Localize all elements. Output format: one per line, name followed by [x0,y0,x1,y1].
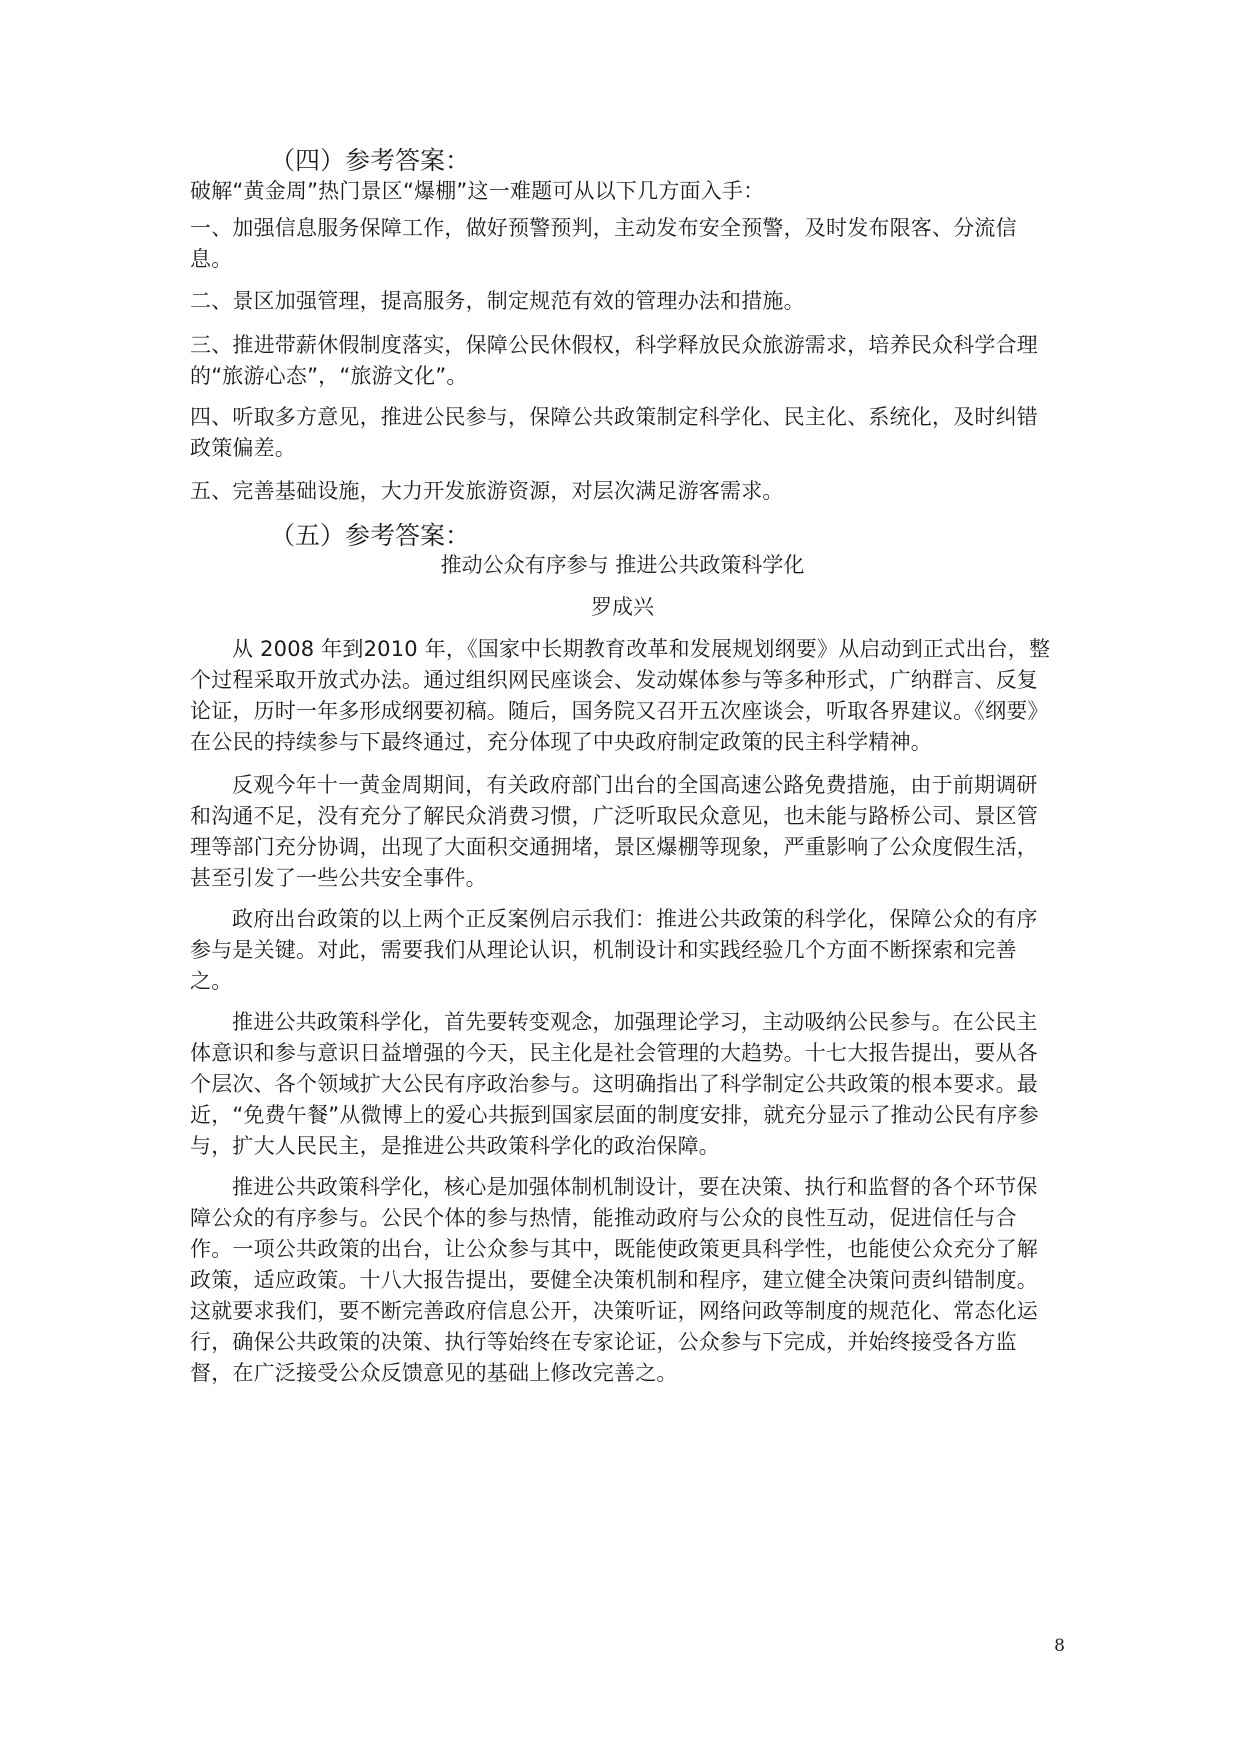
article-paragraph: 推进公共政策科学化，核心是加强体制机制设计，要在决策、执行和监督的各个环节保障公众的有序参与。公民个体的参与热情，能推动政府与公众的良性互动，促进信任与合作。一项公共政策的出台，让公众参与其中，既能使政策更具科学性，也能使公众充分了解政策，适应政策。十八大报告提出，要健全决策机制和程序，建立健全决策问责纠错制度。这就要求我们，要不断完善政府信息公开，决策听证，网络问政等制度的规范化、常态化运行，确保公共政策的决策、执行等始终在专家论证，公众参与下完成，并始终接受各方监督，在广泛接受公众反馈意见的基础上修改完善之。 [190,1175,1038,1385]
article-title: 推动公众有序参与 推进公共政策科学化 [440,553,805,577]
answer-item: 四、听取多方意见，推进公民参与，保障公共政策制定科学化、民主化、系统化，及时纠错政策偏差。 [190,405,1038,460]
article-paragraph: 从 2008 年到2010 年，《国家中长期教育改革和发展规划纲要》从启动到正式出台，整个过程采取开放式办法。通过组织网民座谈会、发动媒体参与等多种形式，广纳群言、反复论证，历时一年多形成纲要初稿。随后，国务院又召开五次座谈会，听取各界建议。《纲要》在公民的持续参与下最终通过，充分体现了中央政府制定政策的民主科学精神。 [190,637,1051,754]
answer-item: 一、加强信息服务保障工作，做好预警预判，主动发布安全预警，及时发布限客、分流信息。 [190,216,1017,271]
article-paragraph: 反观今年十一黄金周期间，有关政府部门出台的全国高速公路免费措施，由于前期调研和沟通不足，没有充分了解民众消费习惯，广泛听取民众意见，也未能与路桥公司、景区管理等部门充分协调，出现了大面积交通拥堵，景区爆棚等现象，严重影响了公众度假生活，甚至引发了一些公共安全事件。 [190,773,1038,890]
section-four-heading: （四）参考答案： [270,146,471,175]
answer-item: 五、完善基础设施，大力开发旅游资源，对层次满足游客需求。 [190,479,784,503]
section-five-heading: （五）参考答案： [270,521,471,550]
article-author: 罗成兴 [591,595,654,619]
page-number: 8 [1054,1636,1065,1656]
answer-item: 二、景区加强管理，提高服务，制定规范有效的管理办法和措施。 [190,289,805,313]
section-four-intro: 破解“黄金周”热门景区“爆棚”这一难题可从以下几方面入手： [190,179,765,203]
article-paragraph: 政府出台政策的以上两个正反案例启示我们：推进公共政策的科学化，保障公众的有序参与是关键。对此，需要我们从理论认识，机制设计和实践经验几个方面不断探索和完善之。 [190,907,1038,993]
article-paragraph: 推进公共政策科学化，首先要转变观念，加强理论学习，主动吸纳公民参与。在公民主体意识和参与意识日益增强的今天，民主化是社会管理的大趋势。十七大报告提出，要从各个层次、各个领域扩大公民有序政治参与。这明确指出了科学制定公共政策的根本要求。最近，“免费午餐”从微博上的爱心共振到国家层面的制度安排，就充分显示了推动公民有序参与，扩大人民民主，是推进公共政策科学化的政治保障。 [190,1010,1039,1158]
answer-item: 三、推进带薪休假制度落实，保障公民休假权，科学释放民众旅游需求，培养民众科学合理的“旅游心态”，“旅游文化”。 [190,333,1038,388]
